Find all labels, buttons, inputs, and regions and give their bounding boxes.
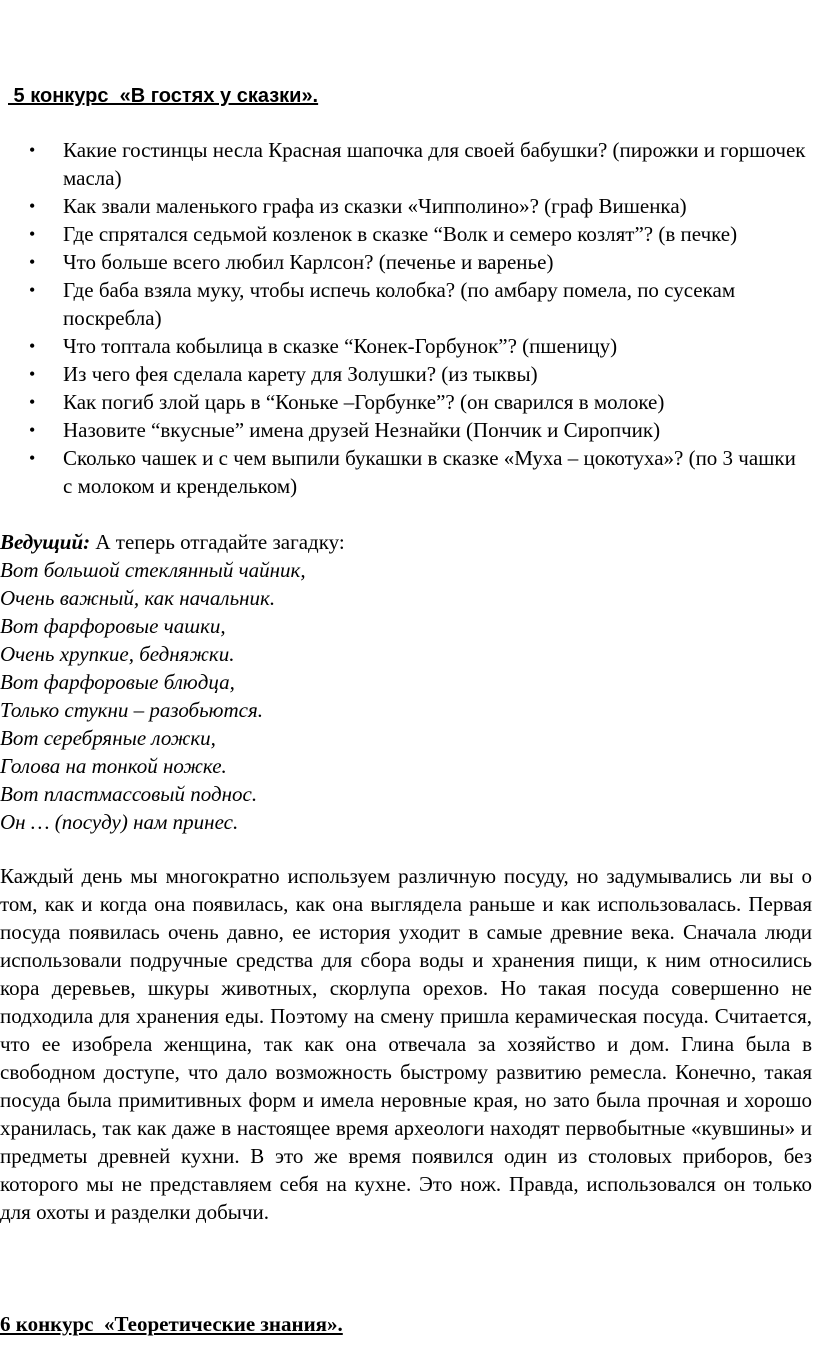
riddle-line: Очень хрупкие, бедняжки. xyxy=(0,642,235,666)
riddle-intro xyxy=(0,528,810,556)
contest-5-heading: 5 конкурс «В гостях у сказки». xyxy=(8,85,319,107)
riddle-line: Только стукни – разобьются. xyxy=(0,698,263,722)
question-list xyxy=(0,136,810,500)
question-item: • Что больше всего любил Карлсон? (печенье и варенье) xyxy=(0,248,810,276)
riddle-line: Очень важный, как начальник. xyxy=(0,586,276,610)
question-item: • Где спрятался седьмой козленок в сказке “Волк и семеро козлят”? (в печке) xyxy=(0,220,810,248)
riddle-line: Он … (посуду) нам принес. xyxy=(0,810,239,834)
riddle-line: Вот серебряные ложки, xyxy=(0,726,216,750)
question-item: • Что топтала кобылица в сказке “Конек-Горбунок”? (пшеницу) xyxy=(0,332,810,360)
history-paragraph: Каждый день мы многократно используем различную посуду, но задумывались ли вы о том, как и когда она появилась, как она выглядела раньше и как использовалась. Первая посуда появилась очень давно, ее история уходит в самые древние века. Сначала люди использовали подручные средства для сбора воды и хранения пищи, к ним относились кора деревьев, шкуры животных, скорлупа орехов. Но такая посуда совершенно не подходила для хранения еды. Поэтому на смену пришла керамическая посуда. Считается, что ее изобрела женщина, так как она отвечала за хозяйство и дом. Глина была в свободном доступе, что дало возможность быстрому развитию ремесла. Конечно, такая посуда была примитивных форм и имела неровные края, но зато была прочная и хорошо хранилась, так как даже в настоящее время археологи находят первобытные «кувшины» и предметы древней кухни. В это же время появился один из столовых приборов, без которого мы не представляем себя на кухне. Это нож. Правда, использовался он только для охоты и разделки добычи. xyxy=(0,864,812,1224)
question-item: • Где баба взяла муку, чтобы испечь колобка? (по амбару помела, по сусекам поскребла) xyxy=(0,276,810,332)
question-item: • Назовите “вкусные” имена друзей Незнайки (Пончик и Сиропчик) xyxy=(0,416,810,444)
riddle-line: Вот фарфоровые блюдца, xyxy=(0,670,235,694)
riddle-line: Голова на тонкой ножке. xyxy=(0,754,227,778)
riddle-line: Вот фарфоровые чашки, xyxy=(0,614,226,638)
question-item: • Сколько чашек и с чем выпили букашки в сказке «Муха – цокотуха»? (по 3 чашки с молоком и крендельком) xyxy=(0,444,810,500)
speaker-label: Ведущий: xyxy=(0,530,91,554)
riddle-block xyxy=(0,528,810,836)
question-item: • Как звали маленького графа из сказки «Чипполино»? (граф Вишенка) xyxy=(0,192,810,220)
question-item: • Как погиб злой царь в “Коньке –Горбунке”? (он сварился в молоке) xyxy=(0,388,810,416)
contest-6-heading: 6 конкурс «Теоретические знания». xyxy=(0,1312,343,1336)
riddle-line: Вот пластмассовый поднос. xyxy=(0,782,258,806)
riddle-intro-text: А теперь отгадайте загадку: xyxy=(90,530,345,554)
riddle-line: Вот большой стеклянный чайник, xyxy=(0,558,306,582)
question-item: • Из чего фея сделала карету для Золушки? (из тыквы) xyxy=(0,360,810,388)
question-item: • Какие гостинцы несла Красная шапочка для своей бабушки? (пирожки и горшочек масла) xyxy=(0,136,810,192)
